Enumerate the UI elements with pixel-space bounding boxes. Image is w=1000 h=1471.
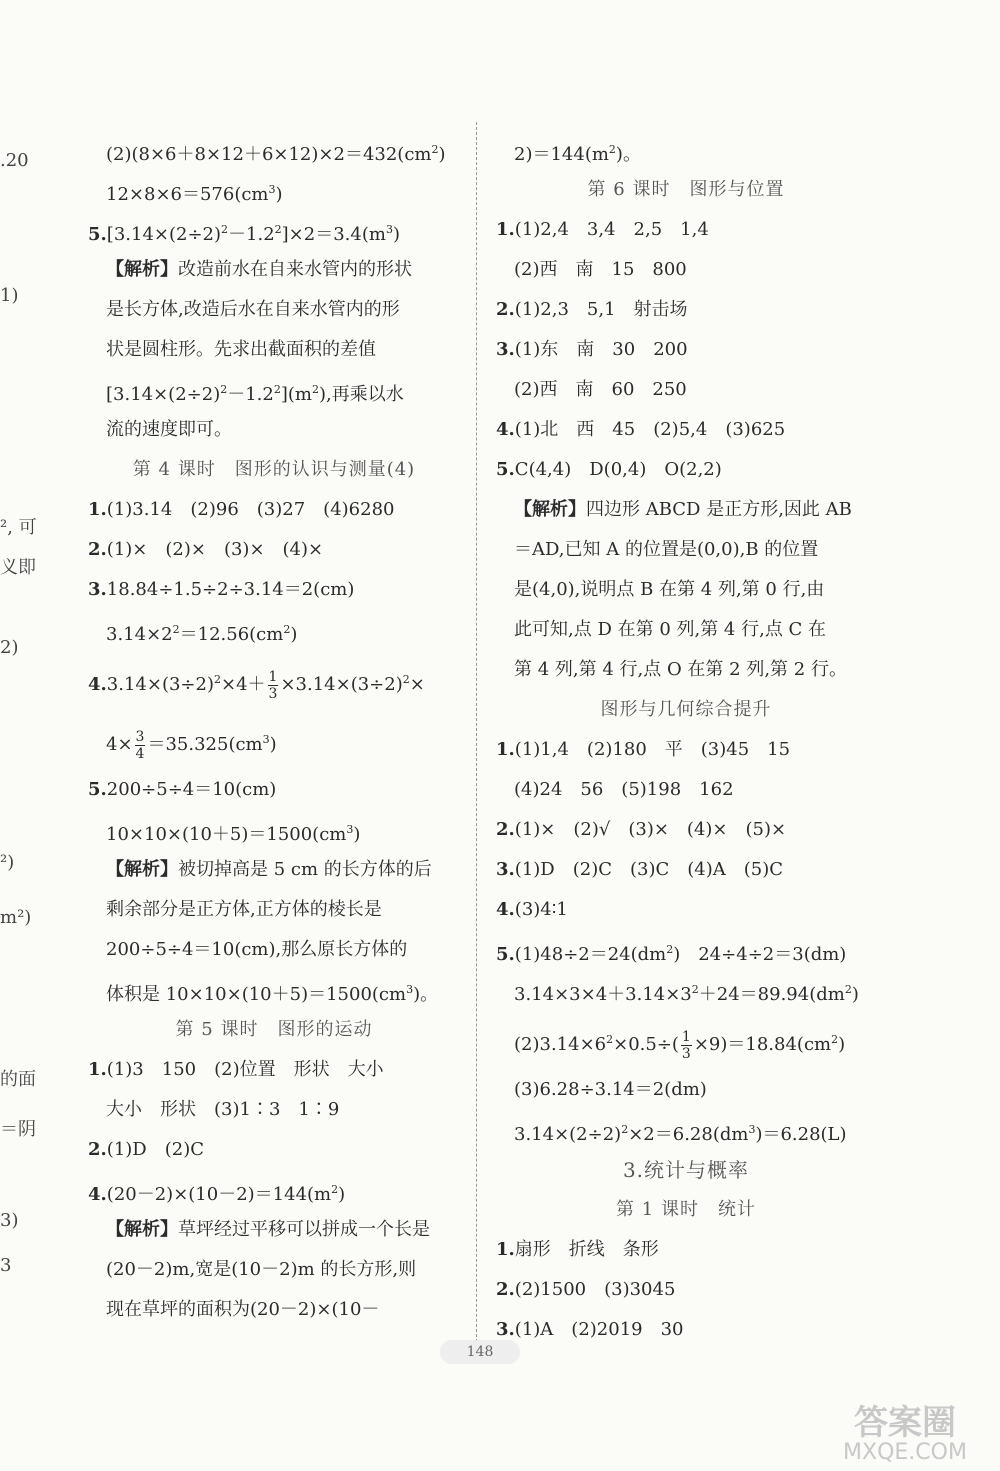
analysis-line: 是长方体,改造后水在自来水管内的形 xyxy=(106,299,400,320)
watermark-logo: 答案圈 MXQE.COM xyxy=(843,1403,967,1465)
analysis-line: 剩余部分是正方体,正方体的棱长是 xyxy=(106,899,382,920)
question-4: 4.(3)4∶1 xyxy=(496,899,568,920)
edge-fragment: 2) xyxy=(0,637,19,658)
answer-line: $(2)3.14\times 6^2\times 0.5\div$( $\frac{1}{3}$ $\times 9)=18.84(cm^2)$ xyxy=(514,1028,846,1062)
question-1: 1.扇形 折线 条形 xyxy=(496,1239,659,1260)
answer-line: $3.14\times(2\div 2)^2\times 2=6.28(dm^3)=6.28(L)$ xyxy=(514,1123,847,1145)
analysis-line: 【解析】改造前水在自来水管内的形状 xyxy=(106,259,412,280)
edge-fragment: 1) xyxy=(0,285,19,306)
question-4: $4.(20-2)\times(10-2)=144(m^2)$ xyxy=(88,1183,346,1205)
answer-line: (4)24 56 (5)198 162 xyxy=(514,779,734,800)
answer-line: $10\times 10\times(10+5)=1500(cm^3)$ xyxy=(106,823,361,845)
fraction: $\frac{1}{3}$ xyxy=(681,1028,691,1062)
answer-line: 4× $\frac{3}{4}$ $=35.325(cm^3)$ xyxy=(106,728,277,762)
analysis-line: 现在草坪的面积为(20－2)×(10－ xyxy=(106,1299,380,1320)
fraction: $\frac{1}{3}$ xyxy=(268,668,278,702)
edge-fragment: ², 可 xyxy=(0,517,37,538)
question-2: 2.(1)× (2)× (3)× (4)× xyxy=(88,539,324,560)
answer-line: $3.14\times 2^2=12.56(cm^2)$ xyxy=(106,623,298,645)
analysis-line: 第 4 列,第 4 行,点 O 在第 2 列,第 2 行。 xyxy=(514,659,847,680)
question-2: 2.(1)D (2)C xyxy=(88,1139,204,1160)
question-5: 5.200÷5÷4＝10(cm) xyxy=(88,779,277,800)
question-3: 3.(1)D (2)C (3)C (4)A (5)C xyxy=(496,859,784,880)
answer-line: $3.14\times 3\times 4+3.14\times 3^2+24=89.94(dm^2)$ xyxy=(514,983,859,1005)
right-column xyxy=(496,130,876,1350)
edge-fragment: ＝阴 xyxy=(0,1119,36,1140)
analysis-line: $[3.14\times(2\div 2)^2-1.2^2](m^2)$,再乘以水 xyxy=(106,383,404,405)
answer-line: $12\times 8\times 6=576(cm^3)$ xyxy=(106,183,283,205)
question-4: 4.(1)北 西 45 (2)5,4 (3)625 xyxy=(496,419,786,440)
analysis-line: 【解析】草坪经过平移可以拼成一个长是 xyxy=(106,1219,430,1240)
analysis-line: 【解析】被切掉高是 5 cm 的长方体的后 xyxy=(106,859,432,880)
question-2: 2.(1)× (2)√ (3)× (4)× (5)× xyxy=(496,819,787,840)
edge-fragment: 3) xyxy=(0,1210,19,1231)
analysis-line: 【解析】四边形 ABCD 是正方形,因此 AB xyxy=(514,499,852,520)
answer-line: (3)6.28÷3.14＝2(dm) xyxy=(514,1079,707,1100)
question-3: 3.(1)A (2)2019 30 xyxy=(496,1319,684,1340)
page-number: 148 xyxy=(440,1340,520,1364)
question-3: 3.(1)东 南 30 200 xyxy=(496,339,688,360)
analysis-line: (20－2)m,宽是(10－2)m 的长方形,则 xyxy=(106,1259,417,1280)
edge-fragment: 的面 xyxy=(0,1069,36,1090)
edge-fragment: ²) xyxy=(0,852,15,873)
answer-line: (2)西 南 15 800 xyxy=(514,259,687,280)
analysis-line: 是(4,0),说明点 B 在第 4 列,第 0 行,由 xyxy=(514,579,825,600)
question-5: 5.C(4,4) D(0,4) O(2,2) xyxy=(496,459,722,480)
analysis-line: 体积是 $10\times 10\times(10+5)=1500(cm^3)$。 xyxy=(106,983,439,1005)
lesson-heading: 第 4 课时 图形的认识与测量(4) xyxy=(132,459,416,480)
answer-line: 大小 形状 (3)1∶3 1∶9 xyxy=(106,1099,340,1120)
edge-fragment: 3 xyxy=(0,1255,12,1276)
question-3: 3.18.84÷1.5÷2÷3.14＝2(cm) xyxy=(88,579,355,600)
analysis-line: 状是圆柱形。先求出截面积的差值 xyxy=(106,339,376,360)
question-2: 2.(1)2,3 5,1 射击场 xyxy=(496,299,688,320)
question-5: $5.[3.14\times(2\div 2)^2-1.2^2]\times 2=3.4(m^3)$ xyxy=(88,223,400,245)
question-1: 1.(1)2,4 3,4 2,5 1,4 xyxy=(496,219,709,240)
lesson-heading: 第 6 课时 图形与位置 xyxy=(587,179,785,200)
question-2: 2.(2)1500 (3)3045 xyxy=(496,1279,676,1300)
question-1: 1.(1)3 150 (2)位置 形状 大小 xyxy=(88,1059,384,1080)
column-divider xyxy=(476,122,477,1362)
question-1: 1.(1)1,4 (2)180 平 (3)45 15 xyxy=(496,739,791,760)
edge-fragment: m²) xyxy=(0,907,32,928)
analysis-line: ＝AD,已知 A 的位置是(0,0),B 的位置 xyxy=(514,539,819,560)
edge-fragment: 义即 xyxy=(0,557,36,578)
answer-line: $2)=144(m^2)$。 xyxy=(514,143,641,165)
answer-line: (2)西 南 60 250 xyxy=(514,379,687,400)
left-column xyxy=(88,130,460,1330)
section-heading: 图形与几何综合提升 xyxy=(600,699,772,720)
lesson-heading: 第 5 课时 图形的运动 xyxy=(175,1019,373,1040)
lesson-heading: 第 1 课时 统计 xyxy=(616,1199,756,1220)
analysis-line: 此可知,点 D 在第 0 列,第 4 行,点 C 在 xyxy=(514,619,827,640)
analysis-line: 200÷5÷4＝10(cm),那么原长方体的 xyxy=(106,939,408,960)
chapter-heading: 3.统计与概率 xyxy=(622,1158,750,1182)
analysis-line: 流的速度即可。 xyxy=(106,419,232,440)
answer-line: $(2)(8\times 6+8\times 12+6\times 12)\times 2=432(cm^2)$ xyxy=(106,143,446,165)
question-5: $5.(1)48\div 2=24(dm^2)$ 24÷4÷2＝3(dm) xyxy=(496,943,847,965)
question-1: 1.(1)3.14 (2)96 (3)27 (4)6280 xyxy=(88,499,395,520)
fraction: $\frac{3}{4}$ xyxy=(135,728,145,762)
edge-fragment: .20 xyxy=(0,150,29,171)
question-4: $4.3.14\times(3\div 2)^2\times 4+$ $\frac{1}{3}$ $\times 3.14\times(3\div 2)^2\times$ xyxy=(88,668,425,702)
